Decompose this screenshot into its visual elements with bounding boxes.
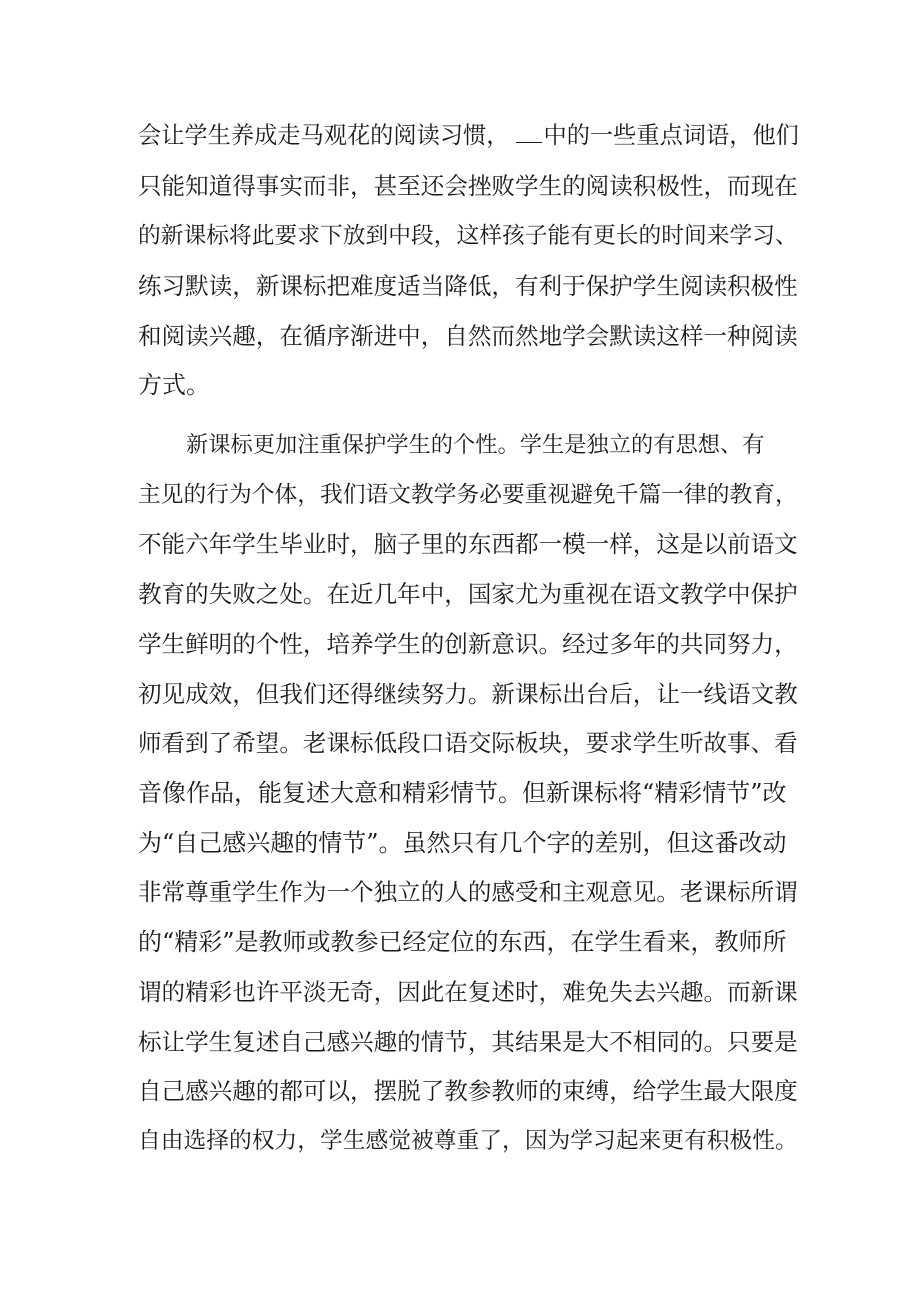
- text-line: 音像作品，能复述大意和精彩情节。但新课标将“精彩情节”改: [138, 779, 787, 807]
- text-line: 新课标更加注重保护学生的个性。学生是独立的有思想、有: [186, 432, 765, 458]
- text-line: 和阅读兴趣，在循序渐进中，自然而然地学会默读这样一种阅读: [138, 322, 798, 350]
- text-line: 教育的失败之处。在近几年中，国家尤为重视在语文教学中保护: [138, 580, 798, 608]
- text-line: 初见成效，但我们还得继续努力。新课标出台后，让一线语文教: [138, 680, 798, 708]
- text-line: 练习默读，新课标把难度适当降低，有利于保护学生阅读积极性: [138, 272, 798, 300]
- text-line: 不能六年学生毕业时，脑子里的东西都一模一样，这是以前语文: [138, 530, 798, 558]
- text-line: 自由选择的权力，学生感觉被尊重了，因为学习起来更有积极性。: [138, 1128, 798, 1154]
- text-line: 学生鲜明的个性，培养学生的创新意识。经过多年的共同努力，: [138, 630, 798, 658]
- text-line: 自己感兴趣的都可以，摆脱了教参教师的束缚，给学生最大限度: [138, 1077, 798, 1105]
- text-line: 主见的行为个体，我们语文教学务必要重视避免千篇一律的教育，: [138, 482, 798, 508]
- text-line: 标让学生复述自己感兴趣的情节，其结果是大不相同的。只要是: [138, 1028, 798, 1056]
- text-line: 方式。: [138, 371, 210, 399]
- text-segment: 中的一些重点词语，他们: [543, 122, 799, 149]
- text-line: 谓的精彩也许平淡无奇，因此在复述时，难免失去兴趣。而新课: [138, 978, 798, 1006]
- text-line: 师看到了希望。老课标低段口语交际板块，要求学生听故事、看: [138, 729, 798, 757]
- text-line: 非常尊重学生作为一个独立的人的感受和主观意见。老课标所谓: [138, 878, 798, 906]
- text-line: [138, 120, 798, 152]
- text-line: 的新课标将此要求下放到中段，这样孩子能有更长的时间来学习、: [138, 223, 798, 249]
- text-line: 的“精彩”是教师或教参已经定位的东西，在学生看来，教师所: [138, 928, 787, 956]
- text-line: 为“自己感兴趣的情节”。虽然只有几个字的差别，但这番改动: [138, 829, 787, 857]
- fill-in-blank: [516, 120, 542, 143]
- text-segment: 会让学生养成走马观花的阅读习惯，: [138, 122, 510, 149]
- text-line: 只能知道得事实而非，甚至还会挫败学生的阅读积极性，而现在: [138, 172, 798, 200]
